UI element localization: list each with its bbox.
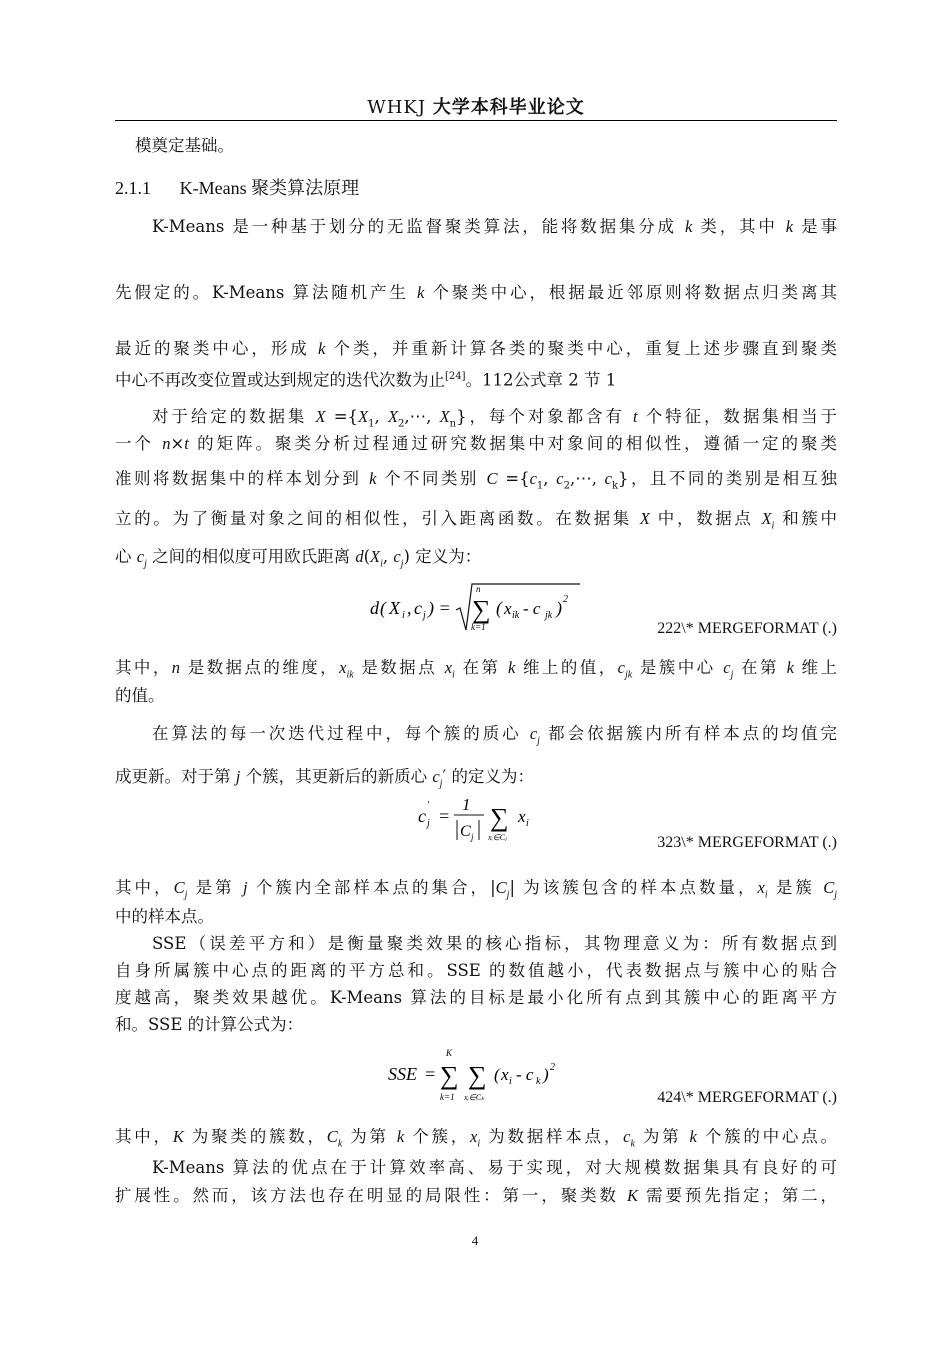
svg-text:x: x [504,599,512,618]
svg-text:- c: - c [523,599,541,618]
svg-text:C: C [460,823,471,840]
svg-text:,: , [407,598,412,618]
svg-text:': ' [427,800,430,811]
text-line: 中的样本点。 [115,907,214,926]
equation-centroid-update [418,790,548,855]
page-header [115,96,837,121]
equation-sse [388,1044,578,1111]
text-line: 其中，$C_j$ 是第 j 个簇内全部样本点的集合，$|C_j|$ 为该簇包含的样本点数量，$x_i$ 是簇 $C_j$ [115,878,838,901]
equation-number: 424\* MERGEFORMAT (.) [657,1089,837,1106]
svg-text:c: c [414,598,422,618]
svg-text:∑: ∑ [490,803,509,832]
svg-text:c: c [418,806,426,826]
equation-number: 323\* MERGEFORMAT (.) [657,834,837,851]
svg-text:=: = [424,1064,437,1084]
text-line: K-Means 算法的优点在于计算效率高、易于实现，对大规模数据集具有良好的可 [152,1158,837,1177]
equation-euclidean-distance [370,580,590,641]
text-line: 立的。为了衡量对象之间的相似性，引入距离函数。在数据集 X 中，数据点 $X_i$ 和簇中 [115,509,837,532]
text-line: 对于给定的数据集 $X =\{X_1$, $X_2,\cdots$, $X_n$}，每个对象都含有 t 个特征，数据集相当于 [152,407,837,430]
text-line: 其中，K 为聚类的簇数，$C_k$ 为第 k 个簇，$x_i$ 为数据样本点，$c_k$ 为第 k 个簇的中心点。 [115,1127,837,1150]
text-line: K-Means 是一种基于划分的无监督聚类算法，能将数据集分成 k 类，其中 k 是事 [152,217,837,236]
text-line: 先假定的。K-Means 算法随机产生 k 个聚类中心，根据最近邻原则将数据点归类离其 [115,283,837,302]
text-line: 其中，n 是数据点的维度，$x_{ik}$ 是数据点 $x_i$ 在第 k 维上的值，$c_{jk}$ 是簇中心 $c_j$ 在第 k 维上 [115,658,837,681]
text-line: 中心不再改变位置或达到规定的迭代次数为止[24]。112公式章 2 节 1 [115,370,617,390]
svg-text:ik: ik [512,610,520,621]
text-line: 的值。 [115,686,165,705]
svg-text:1: 1 [462,795,471,814]
svg-text:) =: ) = [428,598,451,618]
section-title: K-Means 聚类算法原理 [179,178,360,198]
header-title: 大学本科毕业论文 [432,97,585,118]
svg-text:j: j [423,610,426,621]
svg-text:2: 2 [550,1062,555,1073]
text-line: 模奠定基础。 [135,136,234,155]
page-number: 4 [471,1233,479,1248]
section-heading [115,177,359,200]
svg-text:(: ( [380,598,386,618]
svg-text:xᵢ∈Cⱼ: xᵢ∈Cⱼ [488,833,507,842]
header-school-code: WHKJ [367,97,427,118]
svg-text:j: j [471,832,474,842]
svg-text:x: x [518,807,526,826]
svg-text:x: x [501,1065,509,1084]
svg-text:i: i [526,818,529,829]
text-line: 自身所属簇中心点的距离的平方总和。SSE 的数值越小，代表数据点与簇中心的贴合 [115,961,837,980]
svg-text:k: k [536,1076,541,1087]
svg-text:X: X [389,598,400,618]
svg-text:SSE: SSE [388,1064,417,1084]
svg-text:xᵢ∈Cₖ: xᵢ∈Cₖ [464,1093,485,1102]
text-line: 成更新。对于第 j 个簇，其更新后的新质心 $c_j'$ 的定义为： [115,767,534,790]
svg-text:(: ( [496,598,502,618]
svg-text:∑: ∑ [468,1061,487,1090]
svg-text:k=1: k=1 [471,622,486,632]
svg-text:n: n [476,584,481,594]
svg-text:): ) [543,1065,549,1084]
text-line: 度越高，聚类效果越优。K-Means 算法的目标是最小化所有点到其簇中心的距离平方 [115,988,837,1007]
svg-text:i: i [402,610,405,621]
svg-text:jk: jk [545,610,553,621]
svg-text:i: i [509,1076,512,1087]
text-line: SSE（误差平方和）是衡量聚类效果的核心指标，其物理意义为：所有数据点到 [152,934,837,953]
svg-text:- c: - c [516,1065,534,1084]
svg-text:=: = [438,806,451,826]
text-line: 心 $c_j$ 之间的相似度可用欧氏距离 $d(X_i$, $c_j$) 定义为： [115,547,482,570]
text-line: 和。SSE 的计算公式为： [115,1015,304,1034]
svg-text:∑: ∑ [440,1061,459,1090]
svg-text:d: d [370,598,379,618]
svg-text:K: K [446,1048,453,1058]
svg-text:k=1: k=1 [440,1092,455,1102]
text-line: 准则将数据集中的样本划分到 k 个不同类别 $C =\{c_1$, $c_2,\cdots$, $c_k$}，且不同的类别是相互独 [115,469,837,492]
text-line: 最近的聚类中心，形成 k 个类，并重新计算各类的聚类中心，重复上述步骤直到聚类 [115,339,837,358]
section-number: 2.1.1 [115,178,151,198]
svg-text:): ) [556,598,562,618]
text-line: 一个 n×t 的矩阵。聚类分析过程通过研究数据集中对象间的相似性，遵循一定的聚类 [115,434,838,453]
svg-text:2: 2 [563,594,568,605]
svg-text:j: j [427,818,430,829]
text-line: 扩展性。然而，该方法也存在明显的局限性：第一，聚类数 K 需要预先指定；第二， [115,1186,837,1205]
equation-number: 222\* MERGEFORMAT (.) [657,620,837,637]
text-line: 在算法的每一次迭代过程中，每个簇的质心 $c_j$ 都会依据簇内所有样本点的均值完 [152,724,837,747]
svg-text:∑: ∑ [472,595,491,624]
svg-text:(: ( [494,1065,500,1084]
